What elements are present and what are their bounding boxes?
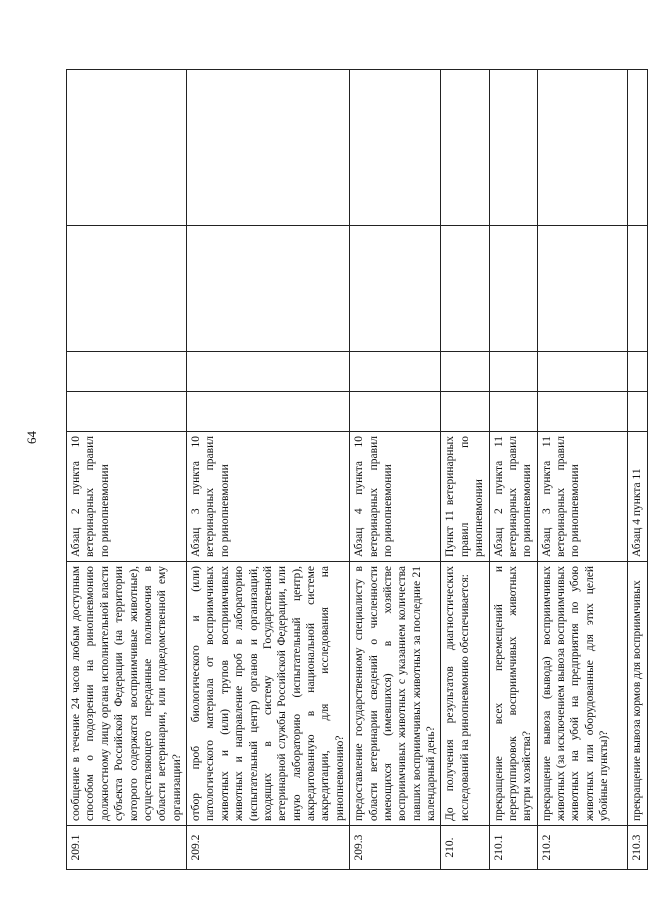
row-number: 210.3 bbox=[627, 826, 647, 870]
answer-yes-cell[interactable] bbox=[537, 392, 627, 432]
table-row bbox=[350, 70, 441, 870]
answer-no-cell[interactable] bbox=[537, 352, 627, 392]
note-cell[interactable] bbox=[489, 70, 537, 226]
not-applicable-cell[interactable] bbox=[67, 226, 187, 352]
answer-no-cell[interactable] bbox=[350, 352, 441, 392]
answer-yes-cell[interactable] bbox=[627, 392, 647, 432]
legal-reference: Абзац 2 пункта 10 ветеринарных правил по ринопневмонии bbox=[67, 432, 187, 562]
not-applicable-cell[interactable] bbox=[627, 226, 647, 352]
note-cell[interactable] bbox=[67, 70, 187, 226]
answer-no-cell[interactable] bbox=[187, 352, 350, 392]
note-cell[interactable] bbox=[187, 70, 350, 226]
legal-reference: Абзац 3 пункта 11 ветеринарных правил по ринопневмонии bbox=[537, 432, 627, 562]
answer-no-cell[interactable] bbox=[441, 352, 489, 392]
row-number: 209.1 bbox=[67, 826, 187, 870]
row-number: 210.1 bbox=[489, 826, 537, 870]
answer-yes-cell[interactable] bbox=[67, 392, 187, 432]
note-cell[interactable] bbox=[350, 70, 441, 226]
note-cell[interactable] bbox=[441, 70, 489, 226]
row-number: 210.2 bbox=[537, 826, 627, 870]
legal-reference: Абзац 3 пункта 10 ветеринарных правил по ринопневмонии bbox=[187, 432, 350, 562]
row-number: 209.3 bbox=[350, 826, 441, 870]
requirement-text: предоставление государственному специалисту в области ветеринарии сведений о численности имеющихся (имевшихся) в хозяйстве восприимчивых животных с указанием количества павших восприимчивых животных за последние 21 календарный день? bbox=[350, 562, 441, 826]
answer-yes-cell[interactable] bbox=[489, 392, 537, 432]
table-row bbox=[441, 70, 489, 870]
requirement-text: прекращение вывоза (вывода) восприимчивых животных (за исключением вывоза восприимчивых животных на убой на предприятия по убою животных или оборудованные для этих целей убойные пункты)? bbox=[537, 562, 627, 826]
requirement-text: сообщение в течение 24 часов любым доступным способом о подозрении на ринопневмонию должностному лицу органа исполнительной власти субъекта Российской Федерации (на территории которого содержатся восприимчивые животные), осуществляющего переданные полномочия в области ветеринарии, или подведомственной ему организации? bbox=[67, 562, 187, 826]
legal-reference: Абзац 4 пункта 11 bbox=[627, 432, 647, 562]
not-applicable-cell[interactable] bbox=[350, 226, 441, 352]
table-row bbox=[489, 70, 537, 870]
rotated-table-stage bbox=[66, 70, 643, 870]
answer-yes-cell[interactable] bbox=[441, 392, 489, 432]
table-row bbox=[537, 70, 627, 870]
not-applicable-cell[interactable] bbox=[489, 226, 537, 352]
table-row bbox=[187, 70, 350, 870]
note-cell[interactable] bbox=[627, 70, 647, 226]
requirement-text: прекращение всех перемещений и перегруппировок восприимчивых животных внутри хозяйства? bbox=[489, 562, 537, 826]
answer-no-cell[interactable] bbox=[67, 352, 187, 392]
table-row bbox=[627, 70, 647, 870]
requirement-text: отбор проб биологического и (или) патологического материала от восприимчивых животных и (или) трупов восприимчивых животных и направление проб в лабораторию (испытательный центр) органов и организаций, входящих в систему Государственной ветеринарной службы Российской Федерации, или иную лабораторию (испытательный центр), аккредитованную в национальной системе аккредитации, для исследования на ринопневмонию? bbox=[187, 562, 350, 826]
not-applicable-cell[interactable] bbox=[187, 226, 350, 352]
row-number: 209.2 bbox=[187, 826, 350, 870]
requirement-text: прекращение вывоза кормов для восприимчивых bbox=[627, 562, 647, 826]
not-applicable-cell[interactable] bbox=[537, 226, 627, 352]
legal-reference: Абзац 4 пункта 10 ветеринарных правил по ринопневмонии bbox=[350, 432, 441, 562]
answer-yes-cell[interactable] bbox=[187, 392, 350, 432]
note-cell[interactable] bbox=[537, 70, 627, 226]
legal-reference: Абзац 2 пункта 11 ветеринарных правил по ринопневмонии bbox=[489, 432, 537, 562]
requirement-text: До получения результатов диагностических исследований на ринопневмонию обеспечивается: bbox=[441, 562, 489, 826]
answer-yes-cell[interactable] bbox=[350, 392, 441, 432]
table-row bbox=[67, 70, 187, 870]
row-number: 210. bbox=[441, 826, 489, 870]
answer-no-cell[interactable] bbox=[627, 352, 647, 392]
page-number: 64 bbox=[24, 431, 39, 444]
checklist-table bbox=[66, 69, 648, 870]
legal-reference: Пункт 11 ветеринарных правил по ринопневмонии bbox=[441, 432, 489, 562]
not-applicable-cell[interactable] bbox=[441, 226, 489, 352]
answer-no-cell[interactable] bbox=[489, 352, 537, 392]
